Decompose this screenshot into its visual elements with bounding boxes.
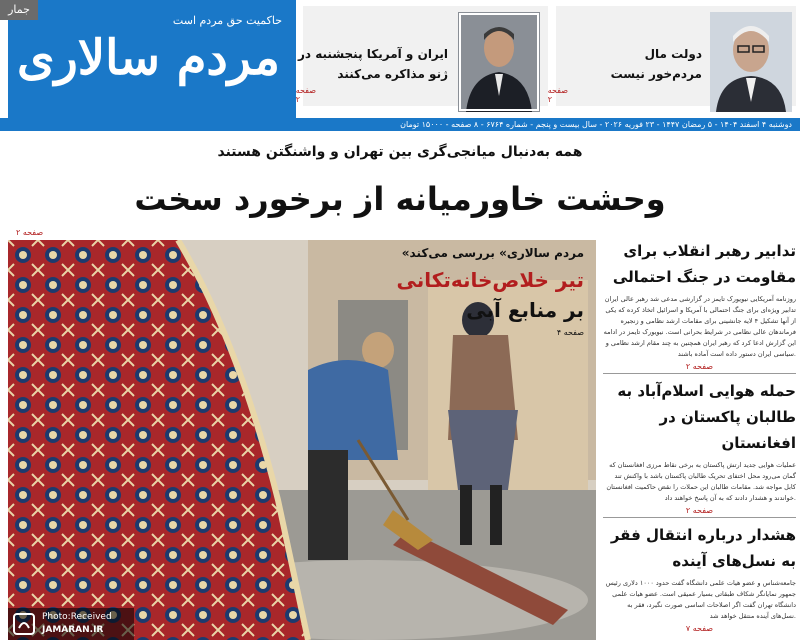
story-page-ref: صفحه ۲: [685, 362, 714, 371]
story-pakistan-airstrike[interactable]: [603, 378, 796, 518]
divider: [603, 373, 796, 374]
newspaper-logo[interactable]: [8, 0, 296, 118]
news-column: [603, 238, 796, 638]
divider: [603, 517, 796, 518]
jamaran-logo-icon: [12, 612, 36, 636]
portrait-photo: [458, 12, 540, 112]
photo-credit: [8, 608, 134, 640]
main-photo[interactable]: [8, 240, 596, 640]
issue-info-bar: دوشنبه ۴ اسفند ۱۴۰۴ - ۵ رمضان ۱۴۴۷ - ۲۳ فوریه ۲۰۲۶ - سال بیست و پنجم - شماره ۶۷۶۴ - ۸ صفحه - ۱۵۰۰۰ تومان: [0, 118, 800, 131]
story-body: عملیات هوایی جدید ارتش پاکستان به برخی نقاط مرزی افغانستان که گمان می‌رود محل اختفای تحریک طالبان پاکستان باشد با واکنش تند کابل مواجه شد. مقامات طالبان این حملات را نقض حاکمیت افغانستان خواندند و هشدار دادند که به آن پاسخ خواهند داد.: [606, 461, 796, 502]
photo-title[interactable]: بر منابع آبی: [466, 298, 584, 322]
logo-title: مردم سالاری: [17, 30, 280, 86]
credit-label: Photo:Received: [42, 612, 112, 622]
story-page-ref: صفحه ۷: [685, 624, 714, 633]
logo-tagline: حاکمیت حق مردم است: [172, 14, 282, 27]
story-body: روزنامه آمریکایی نیویورک تایمز در گزارشی مدعی شد رهبر عالی ایران تدابیر ویژه‌ای برای جنگ احتمالی با آمریکا و اسرائیل اتخاذ کرده که یکی از آنها تشکیل ۴ لایه جانشینی برای مقامات ارشد نظامی و زنجیره فرماندهان عالی نظامی در شرایط بحرانی است. نیویورک تایمز در ادامه این گزارش ادعا کرد که رهبر ایران همچنین به چند مقام ارشد نظامی و سیاسی ایران دستور داده است آماده باشند.: [603, 295, 796, 358]
photo-title-red[interactable]: تیر خلاص‌خانه‌تکانی: [396, 268, 584, 292]
portrait-photo: [710, 12, 792, 112]
headline-kicker: همه به‌دنبال میانجی‌گری بین تهران و واشنگتن هستند: [217, 144, 583, 160]
story-title: تدابیر رهبر انقلاب برای مقاومت در جنگ احتمالی: [612, 242, 796, 286]
teaser-government[interactable]: [547, 6, 796, 106]
story-page-ref: صفحه ۲: [685, 506, 714, 515]
teaser-page-ref: صفحه ۲: [295, 86, 316, 104]
photo-overlay: [364, 240, 584, 337]
story-poverty-warning[interactable]: [603, 522, 796, 633]
headline-page-ref: صفحه ۲: [16, 228, 44, 237]
main-headline[interactable]: وحشت خاورمیانه از برخورد سخت: [134, 180, 666, 218]
masthead: [0, 0, 800, 124]
teaser-title: دولت مال مردم‌خور نیست: [610, 47, 702, 81]
teaser-iran-usa[interactable]: [295, 6, 548, 106]
photo-kicker: «مردم سالاری» بررسی می‌کند: [401, 246, 584, 260]
story-leader-measures[interactable]: [603, 238, 796, 374]
corner-tab: جمار: [0, 0, 38, 20]
story-body: جامعه‌شناس و عضو هیات علمی دانشگاه گفت حدود ۱۰۰۰ دلاری رئیس جمهور نمایانگر شکاف طبقاتی بسیار عمیقی است. عضو هیات علمی دانشگاه تهران گفت اگر اصلاحات اساسی صورت نگیرد، فقر به نسل‌های آینده منتقل خواهد شد.: [605, 579, 796, 620]
story-title: هشدار درباره انتقال فقر به نسل‌های آینده: [610, 526, 796, 570]
teaser-title: ایران و آمریکا پنجشنبه در ژنو مذاکره می‌کنند: [298, 47, 449, 81]
photo-page-ref: صفحه ۴: [556, 328, 584, 337]
teaser-page-ref: صفحه ۲: [547, 86, 568, 104]
story-title: حمله هوایی اسلام‌آباد به طالبان پاکستان در افغانستان: [617, 382, 796, 452]
credit-source: JAMARAN.IR: [42, 625, 104, 635]
